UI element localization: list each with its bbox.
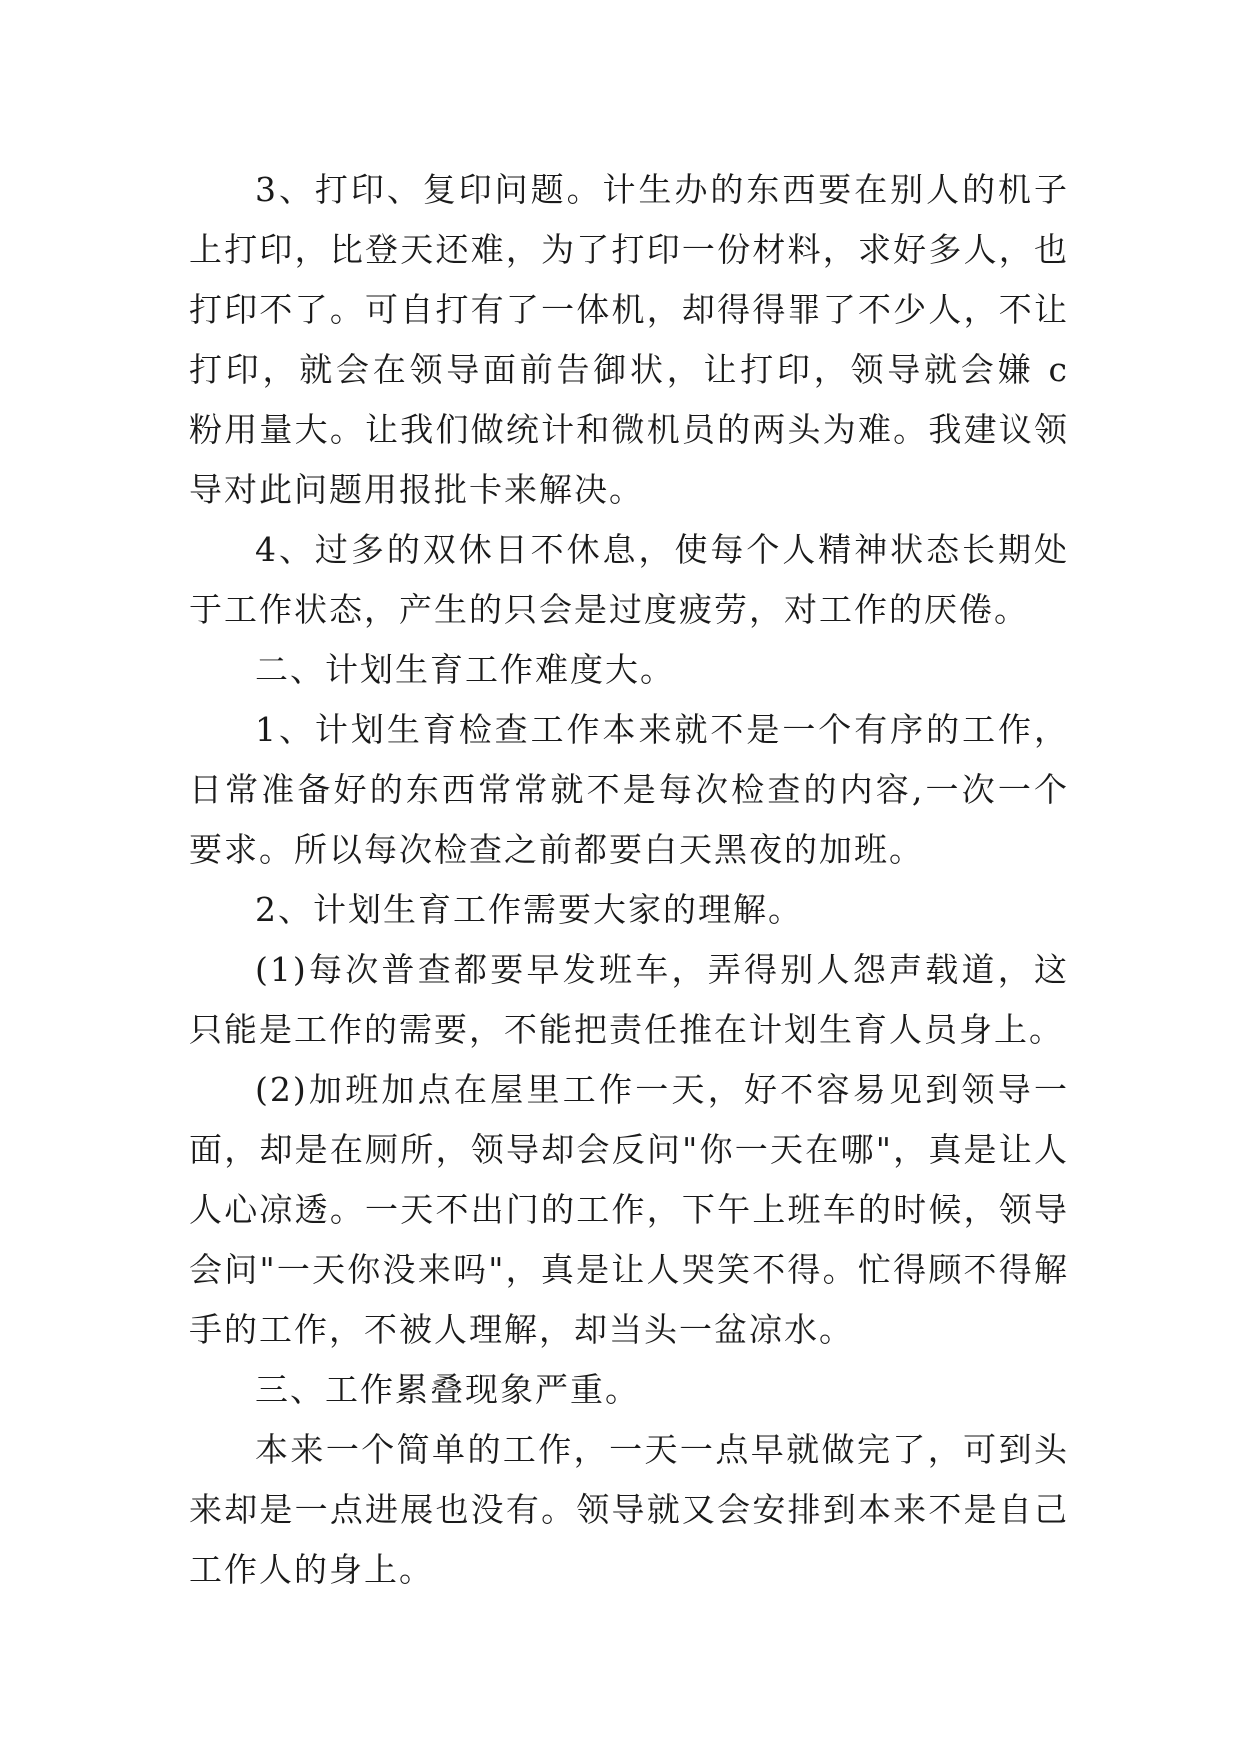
paragraph-printing-issue: 3、打印、复印问题。计生办的东西要在别人的机子上打印，比登天还难，为了打印一份材料，求好多人，也打印不了。可自打有了一体机，却得得罪了不少人，不让打印，就会在领导面前告御状，让打印，领导就会嫌 c 粉用量大。让我们做统计和微机员的两头为难。我建议领导对此问题用报批卡来解决。 — [189, 170, 1069, 509]
section-heading-difficulty: 二、计划生育工作难度大。 — [255, 650, 675, 689]
paragraph-inspection: 1、计划生育检查工作本来就不是一个有序的工作，日常准备好的东西常常就不是每次检查的内容,一次一个要求。所以每次检查之前都要白天黑夜的加班。 — [189, 710, 1069, 869]
document-body — [189, 160, 1069, 1600]
paragraph-census-bus: (1)每次普查都要早发班车，弄得别人怨声载道，这只能是工作的需要，不能把责任推在计划生育人员身上。 — [189, 950, 1069, 1049]
paragraph-understanding: 2、计划生育工作需要大家的理解。 — [255, 890, 803, 929]
section-heading-overlap: 三、工作累叠现象严重。 — [255, 1370, 640, 1409]
paragraph-weekend-rest: 4、过多的双休日不休息，使每个人精神状态长期处于工作状态，产生的只会是过度疲劳，对工作的厌倦。 — [189, 530, 1069, 629]
paragraph-overtime: (2)加班加点在屋里工作一天，好不容易见到领导一面，却是在厕所，领导却会反问"你一天在哪"，真是让人人心凉透。一天不出门的工作，下午上班车的时候，领导会问"一天你没来吗"，真是让人哭笑不得。忙得顾不得解手的工作，不被人理解，却当头一盆凉水。 — [189, 1070, 1069, 1349]
paragraph-simple-work: 本来一个简单的工作，一天一点早就做完了，可到头来却是一点进展也没有。领导就又会安排到本来不是自己工作人的身上。 — [189, 1430, 1069, 1589]
